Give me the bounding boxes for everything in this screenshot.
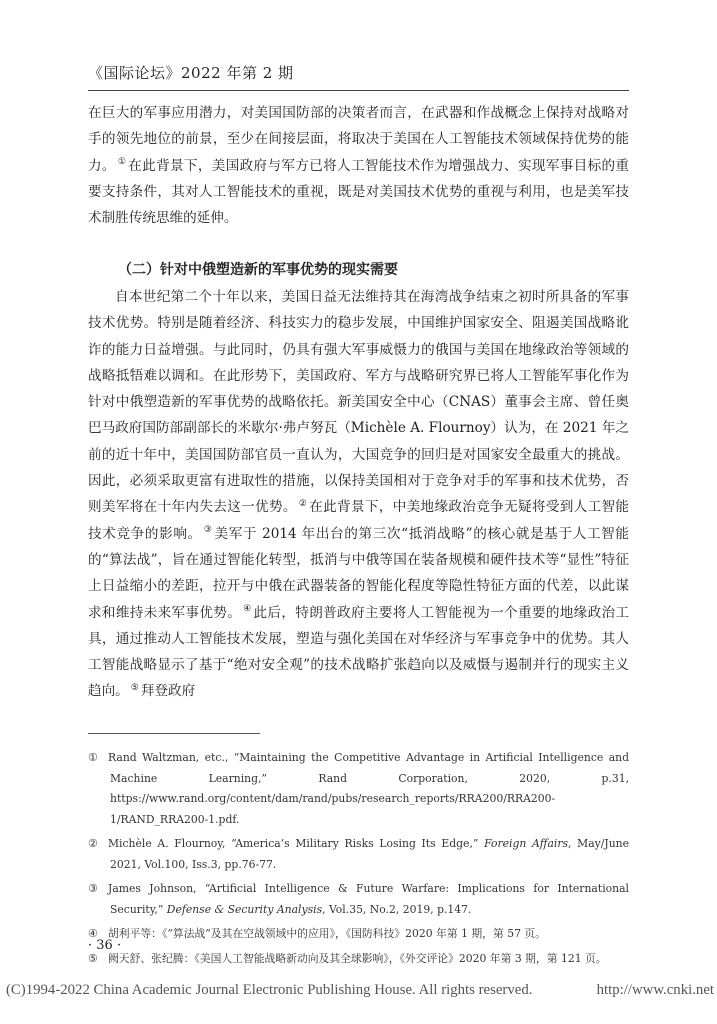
copyright-watermark (6, 982, 714, 999)
footnote-1 (88, 748, 629, 830)
footnote-5 (88, 949, 629, 970)
footnote-2 (88, 834, 629, 875)
footnote-rule (88, 733, 260, 734)
footnote-number: ① (88, 751, 98, 764)
page-number: · 36 · (88, 938, 122, 953)
footnote-journal: Defense & Security Analysis (166, 902, 323, 916)
paragraph-2-part-c: 美军于 2014 年出台的第三次“抵消战略”的核心就是基于人工智能的“算法战”，旨在通过智能化转型，抵消与中俄等国在装备规模和硬件技术等“显性”特征上日益缩小的差距，拉开与中俄在武器装备的智能化程度等隐性特征方面的代差，以此谋求和维持未来军事优势。 (88, 525, 629, 621)
footnote-journal: Foreign Affairs (484, 837, 569, 850)
footnote-number: ⑤ (88, 951, 98, 965)
footnote-ref-2[interactable]: ② (298, 498, 308, 509)
footnote-text-end: , May/June 2021, Vol.100, Iss.3, pp.76-77. (110, 837, 629, 871)
paragraph-2-part-e: 拜登政府 (140, 683, 196, 700)
section-heading: （二）针对中俄塑造新的军事优势的现实需要 (118, 262, 398, 278)
footnote-number: ④ (88, 927, 98, 940)
paragraph-1-tail: 在此背景下，美国政府与军方已将人工智能技术作为增强战力、实现军事目标的重要支持条件，其对人工智能技术的重视，既是对美国技术优势的重视与利用，也是美军技术制胜传统思维的延伸。 (88, 157, 630, 227)
footnote-text: James Johnson, “Artificial Intelligence & Future Warfare: Implications for International Security,” (108, 882, 629, 916)
footnote-3 (88, 879, 629, 920)
footnotes (88, 748, 629, 973)
footnote-text-end: , Vol.35, No.2, 2019, p.147. (322, 902, 472, 916)
footnote-text: 胡利平等：《“算法战”及其在空战领域中的应用》，《国防科技》2020 年第 1 期，第 57 页。 (108, 927, 546, 940)
footnote-text: Rand Waltzman, etc., “Maintaining the Competitive Advantage in Artificial Intelligence and Machine Learning,” Rand Corporation, 2020, p.31, https://www.rand.org/content/dam/rand/pubs/research_reports/RRA200/RRA200-1/RAND_RRA200-1.pdf. (108, 751, 629, 826)
journal-header: 《国际论坛》2022 年第 2 期 (88, 64, 294, 82)
footnote-number: ② (88, 837, 98, 850)
paragraph-2-part-d: 此后，特朗普政府主要将人工智能视为一个重要的地缘政治工具，通过推动人工智能技术发展，塑造与强化美国在对华经济与军事竞争中的优势。其人工智能战略显示了基于“绝对安全观”的技术战略扩张趋向以及威慑与遏制并行的现实主义趋向。 (88, 604, 630, 700)
footnote-ref-5[interactable]: ⑤ (130, 682, 139, 693)
footnote-ref-4[interactable]: ④ (243, 604, 252, 615)
header-rule (88, 90, 629, 91)
footnote-number: ③ (88, 882, 98, 895)
footnote-text: 阙天舒、张纪腾：《美国人工智能战略新动向及其全球影响》，《外交评论》2020 年第 3 期，第 121 页。 (108, 951, 607, 965)
paragraph-2-part-b: 在此背景下，中美地缘政治竞争无疑将受到人工智能技术竞争的影响。 (88, 499, 630, 542)
paragraph-2 (88, 284, 629, 705)
footnote-ref-1[interactable]: ① (117, 157, 127, 168)
paragraph-1-text: 在巨大的军事应用潜力，对美国国防部的决策者而言，在武器和作战概念上保持对战略对手的领先地位的前景，至少在间接层面，将取决于美国在人工智能技术领域保持优势的能力。 (88, 105, 629, 174)
paragraph-1 (88, 100, 629, 231)
footnote-text: Michèle A. Flournoy, “America’s Military Risks Losing Its Edge,” (108, 837, 485, 850)
copyright-text: (C)1994-2022 China Academic Journal Electronic Publishing House. All rights reserved. (6, 982, 533, 998)
footnote-ref-3[interactable]: ③ (203, 525, 213, 536)
cnki-url[interactable]: http://www.cnki.net (596, 982, 714, 998)
footnote-4 (88, 924, 629, 945)
paragraph-2-part-a: 自本世纪第二个十年以来，美国日益无法维持其在海湾战争结束之初时所具备的军事技术优势。特别是随着经济、科技实力的稳步发展，中国维护国家安全、阻遏美国战略讹诈的能力日益增强。与此同时，仍具有强大军事威慑力的俄国与美国在地缘政治等领域的战略抵牾难以调和。在此形势下，美国政府、军方与战略研究界已将人工智能军事化作为针对中俄塑造新的军事优势的战略依托。新美国安全中心（CNAS）董事会主席、曾任奥巴马政府国防部副部长的米歇尔·弗卢努瓦（Michèle A. Flournoy）认为，在 2021 年之前的近十年中，美国国防部官员一直认为，大国竞争的回归是对国家安全最重大的挑战。因此，必须采取更富有进取性的措施，以保持美国相对于竞争对手的军事和技术优势，否则美军将在十年内失去这一优势。 (88, 289, 629, 516)
